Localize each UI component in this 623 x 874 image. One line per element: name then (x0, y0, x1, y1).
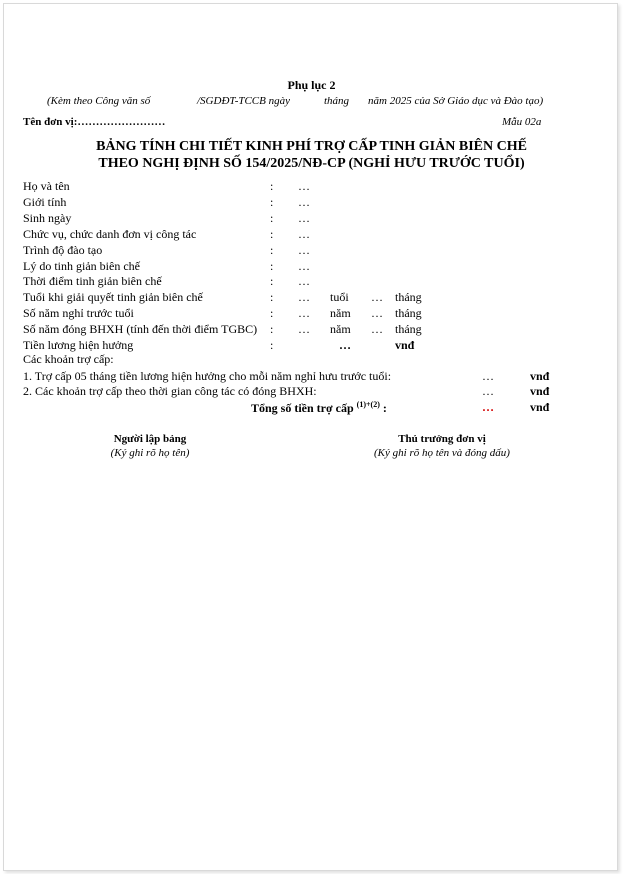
field-colon: : (270, 227, 274, 241)
total-label (251, 400, 387, 416)
salary-colon: : (270, 338, 274, 352)
total-sup: (1)+(2) (356, 400, 380, 409)
field-colon: : (270, 306, 274, 320)
field-value: … (298, 290, 310, 304)
reference-part1: (Kèm theo Công văn số (47, 95, 151, 107)
field-label: Số năm đóng BHXH (tính đến thời điểm TGBC) (23, 322, 258, 336)
form-code: Mẫu 02a (502, 116, 542, 128)
allowance-item-1-unit: vnđ (530, 369, 550, 383)
field-value: … (298, 195, 310, 209)
field-value: … (298, 259, 310, 273)
field-value: … (298, 306, 310, 320)
field-value2: … (371, 306, 383, 320)
total-unit: vnđ (530, 400, 550, 414)
field-label: Chức vụ, chức danh đơn vị công tác (23, 227, 197, 241)
field-unit2: tháng (395, 306, 422, 320)
field-value: … (298, 227, 310, 241)
appendix-title: Phụ lục 2 (287, 78, 336, 92)
field-label: Giới tính (23, 195, 67, 209)
field-label: Lý do tinh giản biên chế (23, 259, 140, 273)
signature-left-title: Người lập bảng (113, 433, 187, 445)
field-colon: : (270, 274, 274, 288)
field-value: … (298, 211, 310, 225)
field-colon: : (270, 259, 274, 273)
field-label: Trình độ đào tạo (23, 243, 103, 257)
unit-label (23, 116, 165, 128)
title-line2: THEO NGHỊ ĐỊNH SỐ 154/2025/NĐ-CP (NGHỈ HƯU TRƯỚC TUỔI) (98, 156, 525, 171)
unit-label-text: Tên đơn vị: (23, 116, 78, 128)
field-value: … (298, 274, 310, 288)
field-value: … (298, 322, 310, 336)
signature-right-note: (Ký ghi rõ họ tên và đóng dấu) (374, 447, 510, 459)
field-colon: : (270, 243, 274, 257)
reference-part2: /SGDĐT-TCCB ngày (197, 95, 290, 107)
field-colon: : (270, 211, 274, 225)
field-unit: năm (330, 322, 351, 336)
unit-dots: …………………… (77, 116, 166, 128)
field-colon: : (270, 195, 274, 209)
allowances-heading: Các khoản trợ cấp: (23, 352, 114, 366)
reference-part3: tháng (324, 95, 350, 107)
signature-left-note: (Ký ghi rõ họ tên) (110, 447, 190, 459)
field-value: … (298, 243, 310, 257)
field-unit2: tháng (395, 290, 422, 304)
field-value2: … (371, 290, 383, 304)
total-value: … (482, 400, 494, 414)
field-value: … (298, 179, 310, 193)
field-value2: … (371, 322, 383, 336)
allowance-item-1-value: … (482, 369, 494, 383)
reference-part4: năm 2025 của Sở Giáo dục và Đào tạo) (368, 95, 544, 107)
total-label-text: Tổng số tiền trợ cấp (251, 401, 354, 415)
field-unit2: tháng (395, 322, 422, 336)
allowance-item-1-label: 1. Trợ cấp 05 tháng tiền lương hiện hưởng cho mỗi năm nghỉ hưu trước tuổi: (23, 369, 392, 383)
signature-right-title: Thủ trưởng đơn vị (398, 433, 486, 445)
salary-value: … (339, 338, 351, 352)
allowance-item-2-value: … (482, 384, 494, 398)
field-label: Thời điểm tinh giản biên chế (23, 274, 162, 288)
salary-label: Tiền lương hiện hưởng (23, 338, 134, 352)
allowance-item-2-unit: vnđ (530, 384, 550, 398)
field-label: Tuổi khi giải quyết tinh giản biên chế (23, 290, 203, 304)
total-colon: : (382, 401, 387, 415)
field-label: Họ và tên (23, 179, 70, 193)
field-unit: năm (330, 306, 351, 320)
field-colon: : (270, 290, 274, 304)
allowance-item-2-label: 2. Các khoản trợ cấp theo thời gian công tác có đóng BHXH: (23, 384, 317, 398)
title-line1: BẢNG TÍNH CHI TIẾT KINH PHÍ TRỢ CẤP TINH GIẢN BIÊN CHẾ (96, 139, 527, 154)
salary-unit: vnđ (395, 338, 415, 352)
field-label: Sinh ngày (23, 211, 72, 225)
field-colon: : (270, 179, 274, 193)
field-unit: tuổi (330, 290, 349, 304)
field-colon: : (270, 322, 274, 336)
field-label: Số năm nghỉ trước tuổi (23, 306, 134, 320)
